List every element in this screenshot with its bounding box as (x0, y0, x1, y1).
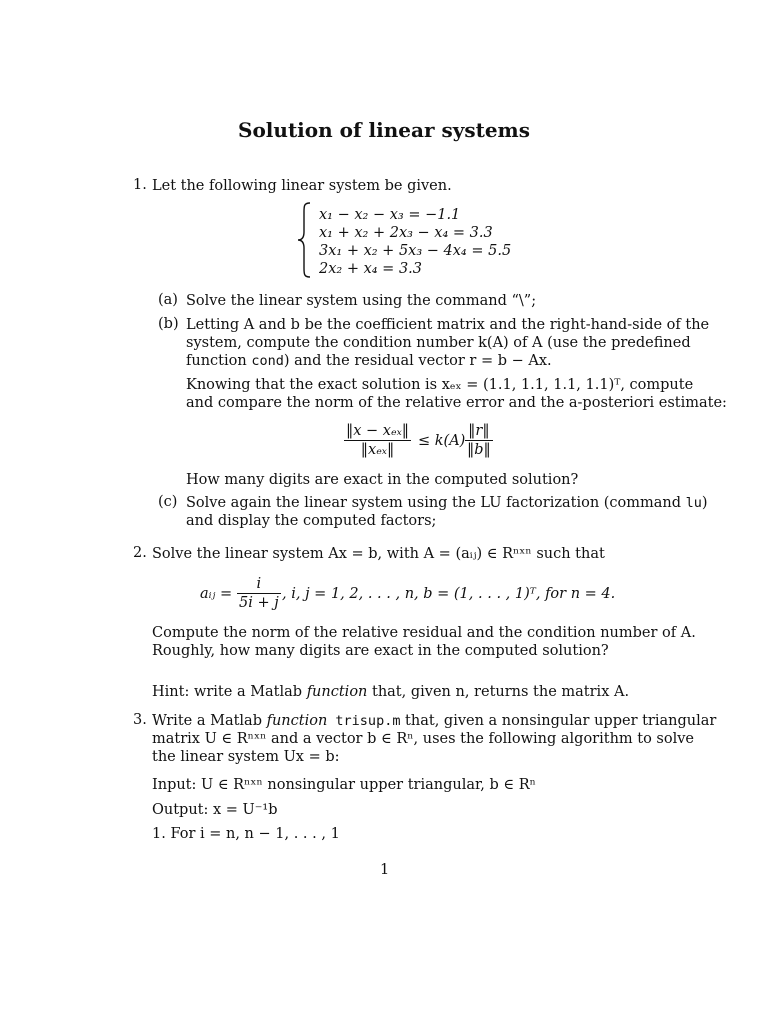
problem-3-line-1-post: that, given a nonsingular upper triangular (400, 713, 717, 729)
estimate-numerator: ‖r‖ (465, 422, 493, 441)
problem-2-line-2: Compute the norm of the relative residual and the condition number of A. (152, 625, 696, 641)
part-b-line-5: and compare the norm of the relative error and the a-posteriori estimate: (186, 395, 727, 411)
aij-numerator: i (237, 575, 281, 594)
page-number: 1 (380, 862, 390, 878)
aij-fraction (237, 575, 281, 612)
part-b-line-3 (186, 352, 552, 370)
part-c-line-1-pre: Solve again the linear system using the LU factorization (command (186, 495, 686, 511)
problem-3-line-1 (152, 712, 716, 730)
part-c-label: (c) (158, 494, 178, 510)
problem-3-line-1-pre: Write a Matlab (152, 713, 267, 729)
error-numerator: ‖x − xₑₓ‖ (346, 423, 409, 439)
equation-3: 3x₁ + x₂ + 5x₃ − 4x₄ = 5.5 (319, 243, 512, 259)
hint-post: that, given n, returns the matrix A. (367, 684, 630, 700)
estimate-denominator: ‖b‖ (467, 442, 491, 458)
error-fraction (344, 422, 411, 459)
part-b-line-3-pre: function (186, 353, 252, 369)
aij-conditions: , i, j = 1, 2, . . . , n, b = (1, . . . , 1)ᵀ, for n = 4. (282, 586, 616, 602)
part-a-text: Solve the linear system using the command “\”; (186, 293, 537, 309)
algorithm-input: Input: U ∈ Rⁿˣⁿ nonsingular upper triangular, b ∈ Rⁿ (152, 777, 536, 793)
cond-command: cond (251, 353, 284, 369)
problem-3-line-3: the linear system Ux = b: (152, 749, 340, 765)
problem-2-line-1: Solve the linear system Ax = b, with A = (aᵢⱼ) ∈ Rⁿˣⁿ such that (152, 546, 605, 562)
aij-denominator: 5i + j (239, 595, 279, 611)
problem-3-emphasis: function (266, 713, 328, 729)
equation-1: x₁ − x₂ − x₃ = −1.1 (319, 207, 461, 223)
equation-4: 2x₂ + x₄ = 3.3 (319, 261, 423, 277)
problem-1-intro: Let the following linear system be given. (152, 178, 452, 194)
problem-3-line-2: matrix U ∈ Rⁿˣⁿ and a vector b ∈ Rⁿ, uses the following algorithm to solve (152, 731, 695, 747)
part-b-line-2: system, compute the condition number k(A) of A (use the predefined (186, 335, 691, 351)
inequality-middle: ≤ k(A) (418, 433, 466, 449)
page-title: Solution of linear systems (238, 118, 530, 142)
problem-1-number: 1. (133, 177, 147, 193)
problem-2-number: 2. (133, 545, 147, 561)
trisup-filename: trisup.m (327, 713, 401, 729)
part-b-label: (b) (158, 316, 179, 332)
equation-2: x₁ + x₂ + 2x₃ − x₄ = 3.3 (319, 225, 493, 241)
part-c-line-1-post: ) (701, 495, 708, 511)
part-c-line-1 (186, 494, 708, 512)
hint-pre: Hint: write a Matlab (152, 684, 307, 700)
algorithm-step-1: 1. For i = n, n − 1, . . . , 1 (152, 826, 340, 842)
error-denominator: ‖xₑₓ‖ (360, 442, 395, 458)
hint-emphasis: function (306, 684, 368, 700)
system-brace (296, 202, 312, 278)
problem-3-number: 3. (133, 712, 147, 728)
part-c-line-2: and display the computed factors; (186, 513, 437, 529)
part-b-line-1: Letting A and b be the coefficient matrix and the right-hand-side of the (186, 317, 710, 333)
algorithm-output: Output: x = U⁻¹b (152, 802, 278, 818)
estimate-fraction (465, 422, 493, 459)
aij-label: aᵢⱼ = (200, 586, 233, 602)
part-b-line-4: Knowing that the exact solution is xₑₓ = (1.1, 1.1, 1.1, 1.1)ᵀ, compute (186, 377, 694, 393)
part-a-label: (a) (158, 292, 178, 308)
part-b-line-3-post: ) and the residual vector r = b − Ax. (283, 353, 552, 369)
lu-command: lu (685, 495, 702, 511)
problem-2-line-3: Roughly, how many digits are exact in the computed solution? (152, 643, 609, 659)
problem-2-hint (152, 683, 629, 701)
part-b-line-6: How many digits are exact in the computed solution? (186, 472, 579, 488)
